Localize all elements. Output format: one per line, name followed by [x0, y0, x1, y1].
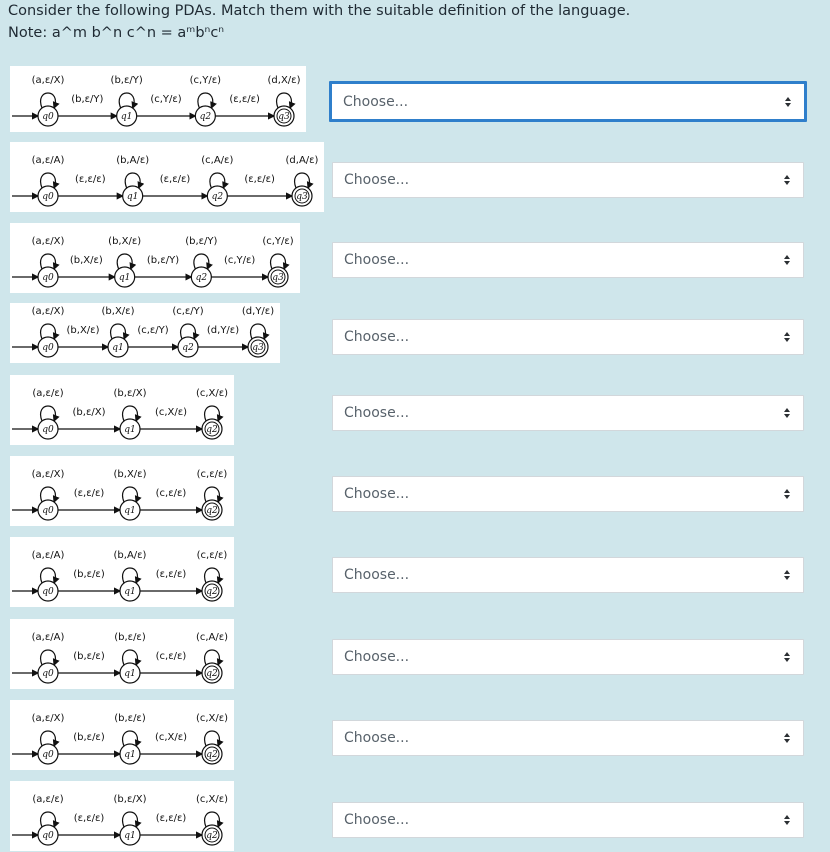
loop-label: (c,Y/ε) — [262, 236, 294, 247]
state-name: q0 — [42, 831, 54, 841]
transition-label: (ε,ε/ε) — [244, 174, 275, 185]
question-line-1: Consider the following PDAs. Match them with the suitable definition of the language. — [8, 3, 631, 19]
state-name: q1 — [124, 587, 136, 597]
state-name: q1 — [120, 112, 133, 122]
state-name: q2 — [206, 425, 218, 435]
select-label: Choose... — [344, 252, 410, 268]
loop-label: (a,ε/X) — [31, 306, 65, 317]
choose-select-5[interactable] — [332, 395, 804, 431]
choose-select-7[interactable] — [332, 557, 804, 593]
state-name: q1 — [112, 343, 124, 353]
transition-label: (d,Y/ε) — [206, 325, 240, 336]
transition-label: (ε,ε/ε) — [229, 94, 260, 105]
state-name: q0 — [42, 192, 54, 202]
pda-graph — [10, 66, 306, 132]
pda-graph — [10, 619, 234, 689]
state-name: q1 — [124, 750, 136, 760]
question-note: Note: a^m b^n c^n = aᵐbⁿcⁿ — [8, 25, 225, 41]
loop-label: (b,A/ε) — [116, 155, 150, 166]
pda-diagram-6 — [10, 456, 234, 526]
loop-label: (b,X/ε) — [101, 306, 135, 317]
loop-label: (b,X/ε) — [108, 236, 142, 247]
transition-label: (b,ε/Y) — [146, 255, 180, 266]
transition-label: (b,X/ε) — [66, 325, 100, 336]
state-name: q2 — [199, 112, 212, 122]
transition-label: (b,ε/ε) — [73, 569, 105, 580]
transition-label: (ε,ε/ε) — [73, 813, 105, 824]
transition-label: (b,ε/X) — [72, 407, 106, 418]
state-name: q2 — [206, 506, 218, 516]
pda-diagram-4 — [10, 303, 280, 363]
loop-label: (b,ε/ε) — [114, 713, 146, 724]
pda-diagram-1 — [10, 66, 306, 132]
pda-diagram-2 — [10, 142, 324, 212]
updown-arrows-icon — [783, 331, 791, 343]
select-label: Choose... — [343, 93, 409, 110]
choose-select-1[interactable] — [329, 81, 807, 122]
loop-label: (b,X/ε) — [113, 469, 147, 480]
loop-label: (a,ε/X) — [31, 713, 65, 724]
loop-label: (b,A/ε) — [113, 550, 147, 561]
choose-select-9[interactable] — [332, 720, 804, 756]
pda-graph — [10, 456, 234, 526]
updown-arrows-icon — [783, 569, 791, 581]
pda-diagram-9 — [10, 700, 234, 770]
updown-arrows-icon — [783, 254, 791, 266]
loop-label: (b,ε/X) — [113, 794, 147, 805]
state-name: q2 — [206, 750, 218, 760]
choose-select-3[interactable] — [332, 242, 804, 278]
pda-diagram-7 — [10, 537, 234, 607]
loop-label: (b,ε/Y) — [110, 75, 143, 86]
loop-label: (b,ε/X) — [113, 388, 147, 399]
select-label: Choose... — [344, 730, 410, 746]
state-name: q0 — [42, 425, 54, 435]
select-label: Choose... — [344, 812, 410, 828]
state-name: q0 — [42, 112, 54, 122]
transition-label: (b,ε/ε) — [73, 651, 105, 662]
select-label: Choose... — [344, 329, 410, 345]
state-name: q0 — [42, 273, 54, 283]
pda-graph — [10, 375, 234, 445]
updown-arrows-icon — [783, 651, 791, 663]
state-name: q0 — [42, 750, 54, 760]
select-label: Choose... — [344, 649, 410, 665]
loop-label: (b,ε/Y) — [185, 236, 218, 247]
pda-graph — [10, 142, 324, 212]
loop-label: (d,Y/ε) — [241, 306, 275, 317]
pda-graph — [10, 303, 280, 363]
loop-label: (c,Y/ε) — [189, 75, 222, 86]
choose-select-2[interactable] — [332, 162, 804, 198]
pda-graph — [10, 781, 234, 851]
choose-select-8[interactable] — [332, 639, 804, 675]
transition-label: (c,ε/ε) — [155, 488, 187, 499]
transition-label: (ε,ε/ε) — [155, 813, 187, 824]
loop-label: (a,ε/A) — [31, 550, 65, 561]
loop-label: (c,ε/ε) — [196, 550, 228, 561]
pda-diagram-8 — [10, 619, 234, 689]
transition-label: (ε,ε/ε) — [159, 174, 191, 185]
choose-select-10[interactable] — [332, 802, 804, 838]
transition-label: (c,X/ε) — [154, 732, 188, 743]
pda-graph — [10, 700, 234, 770]
loop-label: (c,A/ε) — [201, 155, 234, 166]
select-label: Choose... — [344, 567, 410, 583]
question-text — [8, 0, 630, 44]
loop-label: (c,X/ε) — [195, 388, 229, 399]
state-name: q3 — [278, 112, 290, 122]
state-name: q1 — [124, 506, 136, 516]
transition-label: (ε,ε/ε) — [155, 569, 187, 580]
state-name: q2 — [211, 192, 224, 202]
state-name: q0 — [42, 587, 54, 597]
loop-label: (c,ε/ε) — [196, 469, 228, 480]
state-name: q2 — [206, 587, 218, 597]
state-name: q1 — [124, 425, 136, 435]
state-name: q2 — [182, 343, 194, 353]
transition-label: (c,Y/ε) — [150, 94, 182, 105]
state-name: q2 — [195, 273, 208, 283]
choose-select-4[interactable] — [332, 319, 804, 355]
state-name: q1 — [118, 273, 131, 283]
loop-label: (b,ε/ε) — [114, 632, 146, 643]
loop-label: (a,ε/A) — [31, 155, 65, 166]
loop-label: (d,A/ε) — [285, 155, 319, 166]
loop-label: (a,ε/X) — [31, 236, 65, 247]
loop-label: (a,ε/ε) — [32, 388, 64, 399]
transition-label: (b,ε/ε) — [73, 732, 105, 743]
updown-arrows-icon — [783, 174, 791, 186]
updown-arrows-icon — [783, 407, 791, 419]
pda-diagram-10 — [10, 781, 234, 851]
pda-diagram-5 — [10, 375, 234, 445]
loop-label: (c,X/ε) — [195, 713, 229, 724]
loop-label: (c,A/ε) — [195, 632, 229, 643]
loop-label: (d,X/ε) — [267, 75, 301, 86]
state-name: q3 — [296, 192, 308, 202]
loop-label: (a,ε/A) — [31, 632, 65, 643]
state-name: q3 — [252, 343, 264, 353]
state-name: q0 — [42, 506, 54, 516]
state-name: q2 — [206, 669, 218, 679]
state-name: q0 — [42, 343, 54, 353]
state-name: q1 — [126, 192, 139, 202]
updown-arrows-icon — [784, 96, 792, 108]
state-name: q2 — [206, 831, 218, 841]
transition-label: (c,X/ε) — [154, 407, 188, 418]
pda-graph — [10, 223, 300, 293]
pda-diagram-3 — [10, 223, 300, 293]
transition-label: (c,Y/ε) — [223, 255, 256, 266]
transition-label: (ε,ε/ε) — [75, 174, 106, 185]
select-label: Choose... — [344, 405, 410, 421]
loop-label: (a,ε/X) — [31, 75, 65, 86]
loop-label: (c,ε/Y) — [172, 306, 204, 317]
state-name: q1 — [124, 669, 136, 679]
loop-label: (c,X/ε) — [195, 794, 229, 805]
updown-arrows-icon — [783, 814, 791, 826]
transition-label: (b,X/ε) — [69, 255, 103, 266]
state-name: q0 — [42, 669, 54, 679]
loop-label: (a,ε/X) — [31, 469, 65, 480]
transition-label: (c,ε/ε) — [155, 651, 187, 662]
state-name: q3 — [272, 273, 284, 283]
select-label: Choose... — [344, 486, 410, 502]
select-label: Choose... — [344, 172, 410, 188]
updown-arrows-icon — [783, 732, 791, 744]
transition-label: (c,ε/Y) — [137, 325, 169, 336]
transition-label: (ε,ε/ε) — [73, 488, 105, 499]
updown-arrows-icon — [783, 488, 791, 500]
transition-label: (b,ε/Y) — [71, 94, 104, 105]
loop-label: (a,ε/ε) — [32, 794, 64, 805]
choose-select-6[interactable] — [332, 476, 804, 512]
state-name: q1 — [124, 831, 136, 841]
pda-graph — [10, 537, 234, 607]
